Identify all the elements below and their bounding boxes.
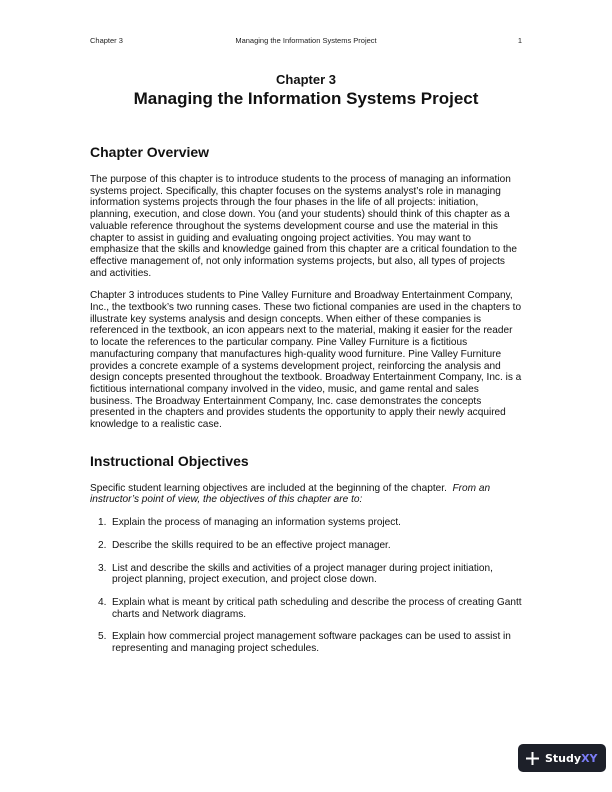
list-item-number: 4.	[98, 596, 107, 608]
running-header	[90, 36, 522, 48]
list-item-text: Explain how commercial project management software packages can be used to assist in representing and managing project schedules.	[112, 631, 511, 655]
badge-brand-main: Study	[545, 751, 582, 765]
list-item	[90, 597, 522, 620]
document-body	[90, 143, 522, 666]
objectives-list	[90, 517, 522, 655]
overview-paragraph-1: The purpose of this chapter is to introduce students to the process of managing an information systems project. Specifically, this chapter focuses on the systems analyst’s role in managing information systems projects through the four phases in the life of all projects: initiation, planning, execution, and close down. You (and your students) should think of this chapter as a valuable reference throughout the systems development course and use the material in this chapter to assist in guiding and evaluating ongoing project activities. You may want to emphasize that the skills and knowledge gained from this chapter are a critical foundation to the effective management of, not only information systems projects, but also, all types of projects and activities.	[90, 174, 517, 279]
overview-paragraph-2: Chapter 3 introduces students to Pine Valley Furniture and Broadway Entertainment Company, Inc., the textbook’s two running cases. These two fictional companies are used in the chapters to illustrate key systems analysis and design concepts. When either of these companies is referenced in the textbook, an icon appears next to the material, making it easier for the reader to locate the references to the particular company. Pine Valley Furniture is a fictitious manufacturing company that manufactures high-quality wood furniture. Pine Valley Furniture provides a concrete example of a systems development project, reinforcing the analysis and design concepts presented throughout the textbook. Broadway Entertainment Company, Inc. is a fictitious international company involved in the video, music, and game rental and sales business. The Broadway Entertainment Company, Inc. case demonstrates the concepts presented in the chapters and provides students the opportunity to apply their newly acquired knowledge to a realistic case.	[90, 290, 522, 431]
list-item	[90, 517, 522, 529]
list-item-number: 1.	[98, 517, 107, 529]
studyxy-badge[interactable]	[518, 744, 606, 772]
objectives-heading: Instructional Objectives	[90, 452, 249, 469]
badge-brand-accent: XY	[581, 751, 598, 765]
title-block	[60, 72, 552, 110]
objectives-intro-italic: From an instructor’s point of view, the objectives of this chapter are to:	[90, 482, 491, 506]
objectives-intro-text: Specific student learning objectives are included at the beginning of the chapter.	[90, 482, 447, 494]
list-item-text: List and describe the skills and activities of a project manager during project initiation, project planning, project execution, and project close down.	[112, 562, 493, 586]
list-item	[90, 563, 522, 586]
list-item-number: 5.	[98, 631, 107, 643]
list-item-number: 3.	[98, 562, 107, 574]
list-item-number: 2.	[98, 539, 107, 551]
header-document-title: Managing the Information Systems Project	[235, 36, 377, 45]
list-item-text: Explain what is meant by critical path scheduling and describe the process of creating Gantt charts and Network diagrams.	[112, 596, 522, 620]
list-item	[90, 631, 522, 654]
header-page-number: 1	[517, 36, 522, 45]
chapter-title: Managing the Information Systems Project	[133, 89, 479, 108]
header-chapter-label: Chapter 3	[90, 36, 123, 45]
list-item-text: Explain the process of managing an information systems project.	[112, 517, 401, 529]
plus-icon	[526, 752, 539, 765]
overview-heading: Chapter Overview	[90, 144, 210, 160]
objectives-intro	[90, 483, 522, 506]
list-item-text: Describe the skills required to be an effective project manager.	[112, 539, 391, 551]
list-item	[90, 540, 522, 552]
chapter-number: Chapter 3	[276, 72, 336, 87]
